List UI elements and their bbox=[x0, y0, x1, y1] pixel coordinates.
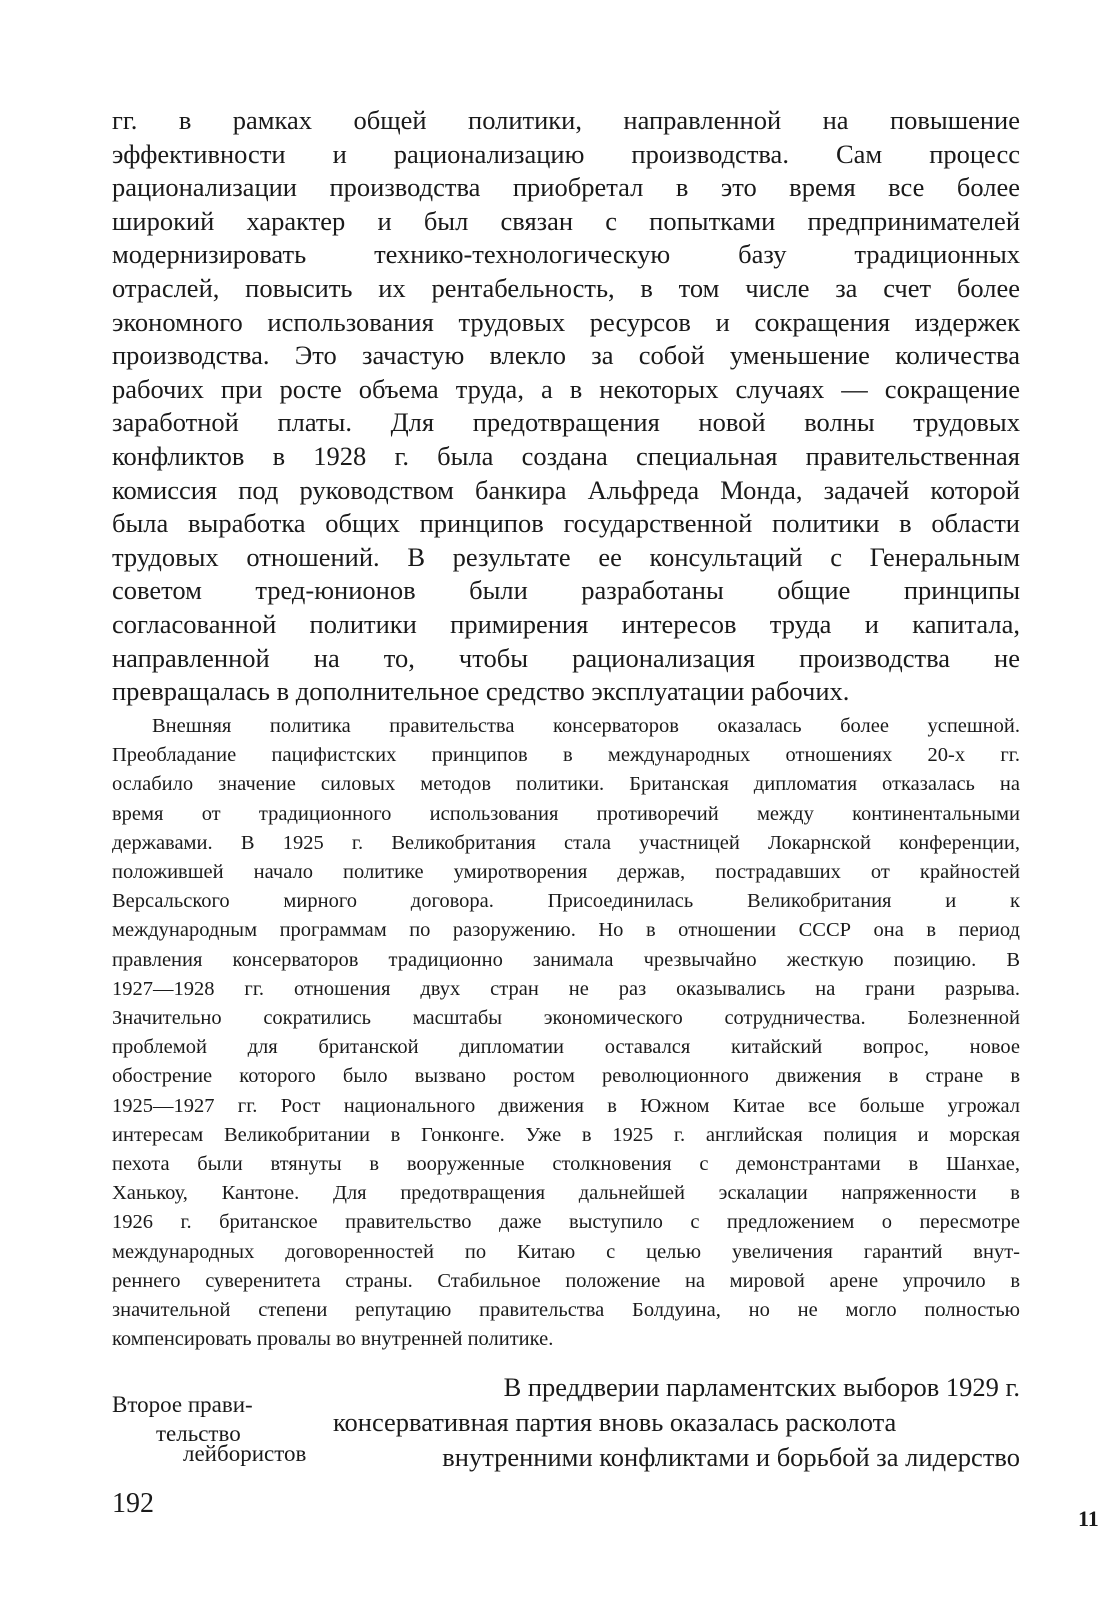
page-number: 192 bbox=[112, 1488, 154, 1519]
main-paragraph bbox=[112, 104, 1020, 709]
text-line: направленной на то, чтобы рационализация производства не bbox=[112, 642, 1020, 673]
text-line: широкий характер и был связан с попытками предпринимателей bbox=[112, 205, 1020, 236]
text-line: Версальского мирного договора. Присоединилась Великобритания и к bbox=[112, 890, 1020, 913]
section-intro bbox=[0, 1372, 1095, 1472]
text-line: модернизировать технико-технологическую базу традиционных bbox=[112, 239, 1020, 270]
text-line: рационализации производства приобретал в это время все более bbox=[112, 172, 1020, 203]
text-line: проблемой для британской дипломатии оставался китайский вопрос, новое bbox=[112, 1036, 1020, 1059]
text-line: была выработка общих принципов государственной политики в области bbox=[112, 508, 1020, 539]
text-line: значительной степени репутацию правительства Болдуина, но не могло полностью bbox=[112, 1299, 1020, 1322]
text-line: державами. В 1925 г. Великобритания стала участницей Локарнской конференции, bbox=[112, 831, 1020, 854]
text-line: трудовых отношений. В результате ее консультаций с Генеральным bbox=[112, 541, 1020, 572]
text-line: 1926 г. британское правительство даже выступило с предложением о пересмотре bbox=[112, 1211, 1020, 1234]
text-line: комиссия под руководством банкира Альфреда Монда, задачей которой bbox=[112, 474, 1020, 505]
text-line: международных договоренностей по Китаю с целью увеличения гарантий внут- bbox=[112, 1240, 1020, 1263]
text-line: интересам Великобритании в Гонконге. Уже в 1925 г. английская полиция и морская bbox=[112, 1123, 1020, 1146]
text-line: 1927—1928 гг. отношения двух стран не раз оказывались на грани разрыва. bbox=[112, 977, 1020, 1000]
text-line: время от традиционного использования противоречий между континентальными bbox=[112, 802, 1020, 825]
text-line: пехота были втянуты в вооруженные столкновения с демонстрантами в Шанхае, bbox=[112, 1153, 1020, 1176]
text-line: рабочих при росте объема труда, а в некоторых случаях — сокращение bbox=[112, 373, 1020, 404]
text-line: правления консерваторов традиционно занимала чрезвычайно жесткую позицию. В bbox=[112, 948, 1020, 971]
margin-heading-line: Второе прави- bbox=[112, 1392, 253, 1417]
text-line: международным программам по разоружению. Но в отношении СССР она в период bbox=[112, 919, 1020, 942]
section-intro-line: В преддверии парламентских выборов 1929 г. bbox=[503, 1372, 1020, 1402]
text-line: экономного использования трудовых ресурсов и сокращения издержек bbox=[112, 306, 1020, 337]
section-intro-line: внутренними конфликтами и борьбой за лидерство bbox=[442, 1442, 1020, 1472]
text-line: реннего суверенитета страны. Стабильное положение на мировой арене упрочило в bbox=[112, 1269, 1020, 1292]
edge-mark: 11 bbox=[1078, 1506, 1099, 1531]
text-line: заработной платы. Для предотвращения новой волны трудовых bbox=[112, 407, 1020, 438]
text-line: согласованной политики примирения интересов труда и капитала, bbox=[112, 608, 1020, 639]
section-intro-line: консервативная партия вновь оказалась расколота bbox=[333, 1407, 897, 1437]
text-line: Внешняя политика правительства консерваторов оказалась более успешной. bbox=[152, 715, 1020, 737]
text-line: Ханькоу, Кантоне. Для предотвращения дальнейшей эскалации напряженности в bbox=[112, 1182, 1020, 1205]
text-line: превращалась в дополнительное средство эксплуатации рабочих. bbox=[112, 676, 850, 707]
text-line: гг. в рамках общей политики, направленной на повышение bbox=[112, 105, 1020, 135]
text-line: эффективности и рационализацию производства. Сам процесс bbox=[112, 138, 1020, 169]
margin-heading-line: лейбористов bbox=[183, 1441, 307, 1466]
text-line: компенсировать провалы во внутренней политике. bbox=[112, 1328, 554, 1351]
text-line: конфликтов в 1928 г. была создана специальная правительственная bbox=[112, 440, 1020, 471]
text-line: производства. Это зачастую влекло за собой уменьшение количества bbox=[112, 340, 1020, 371]
text-line: Преобладание пацифистских принципов в международных отношениях 20-х гг. bbox=[112, 744, 1020, 767]
text-line: отраслей, повысить их рентабельность, в том числе за счет более bbox=[112, 272, 1020, 303]
text-line: обострение которого было вызвано ростом революционного движения в стране в bbox=[112, 1065, 1020, 1088]
small-print-paragraph bbox=[112, 712, 1020, 1354]
text-line: советом тред-юнионов были разработаны общие принципы bbox=[112, 575, 1020, 606]
text-line: Значительно сократились масштабы экономического сотрудничества. Болезненной bbox=[112, 1007, 1020, 1030]
text-line: 1925—1927 гг. Рост национального движения в Южном Китае все больше угрожал bbox=[112, 1094, 1020, 1117]
margin-heading-line: тельство bbox=[156, 1421, 241, 1446]
text-line: положившей начало политике умиротворения держав, пострадавших от крайностей bbox=[112, 861, 1020, 884]
text-line: ослабило значение силовых методов политики. Британская дипломатия отказалась на bbox=[112, 773, 1020, 796]
